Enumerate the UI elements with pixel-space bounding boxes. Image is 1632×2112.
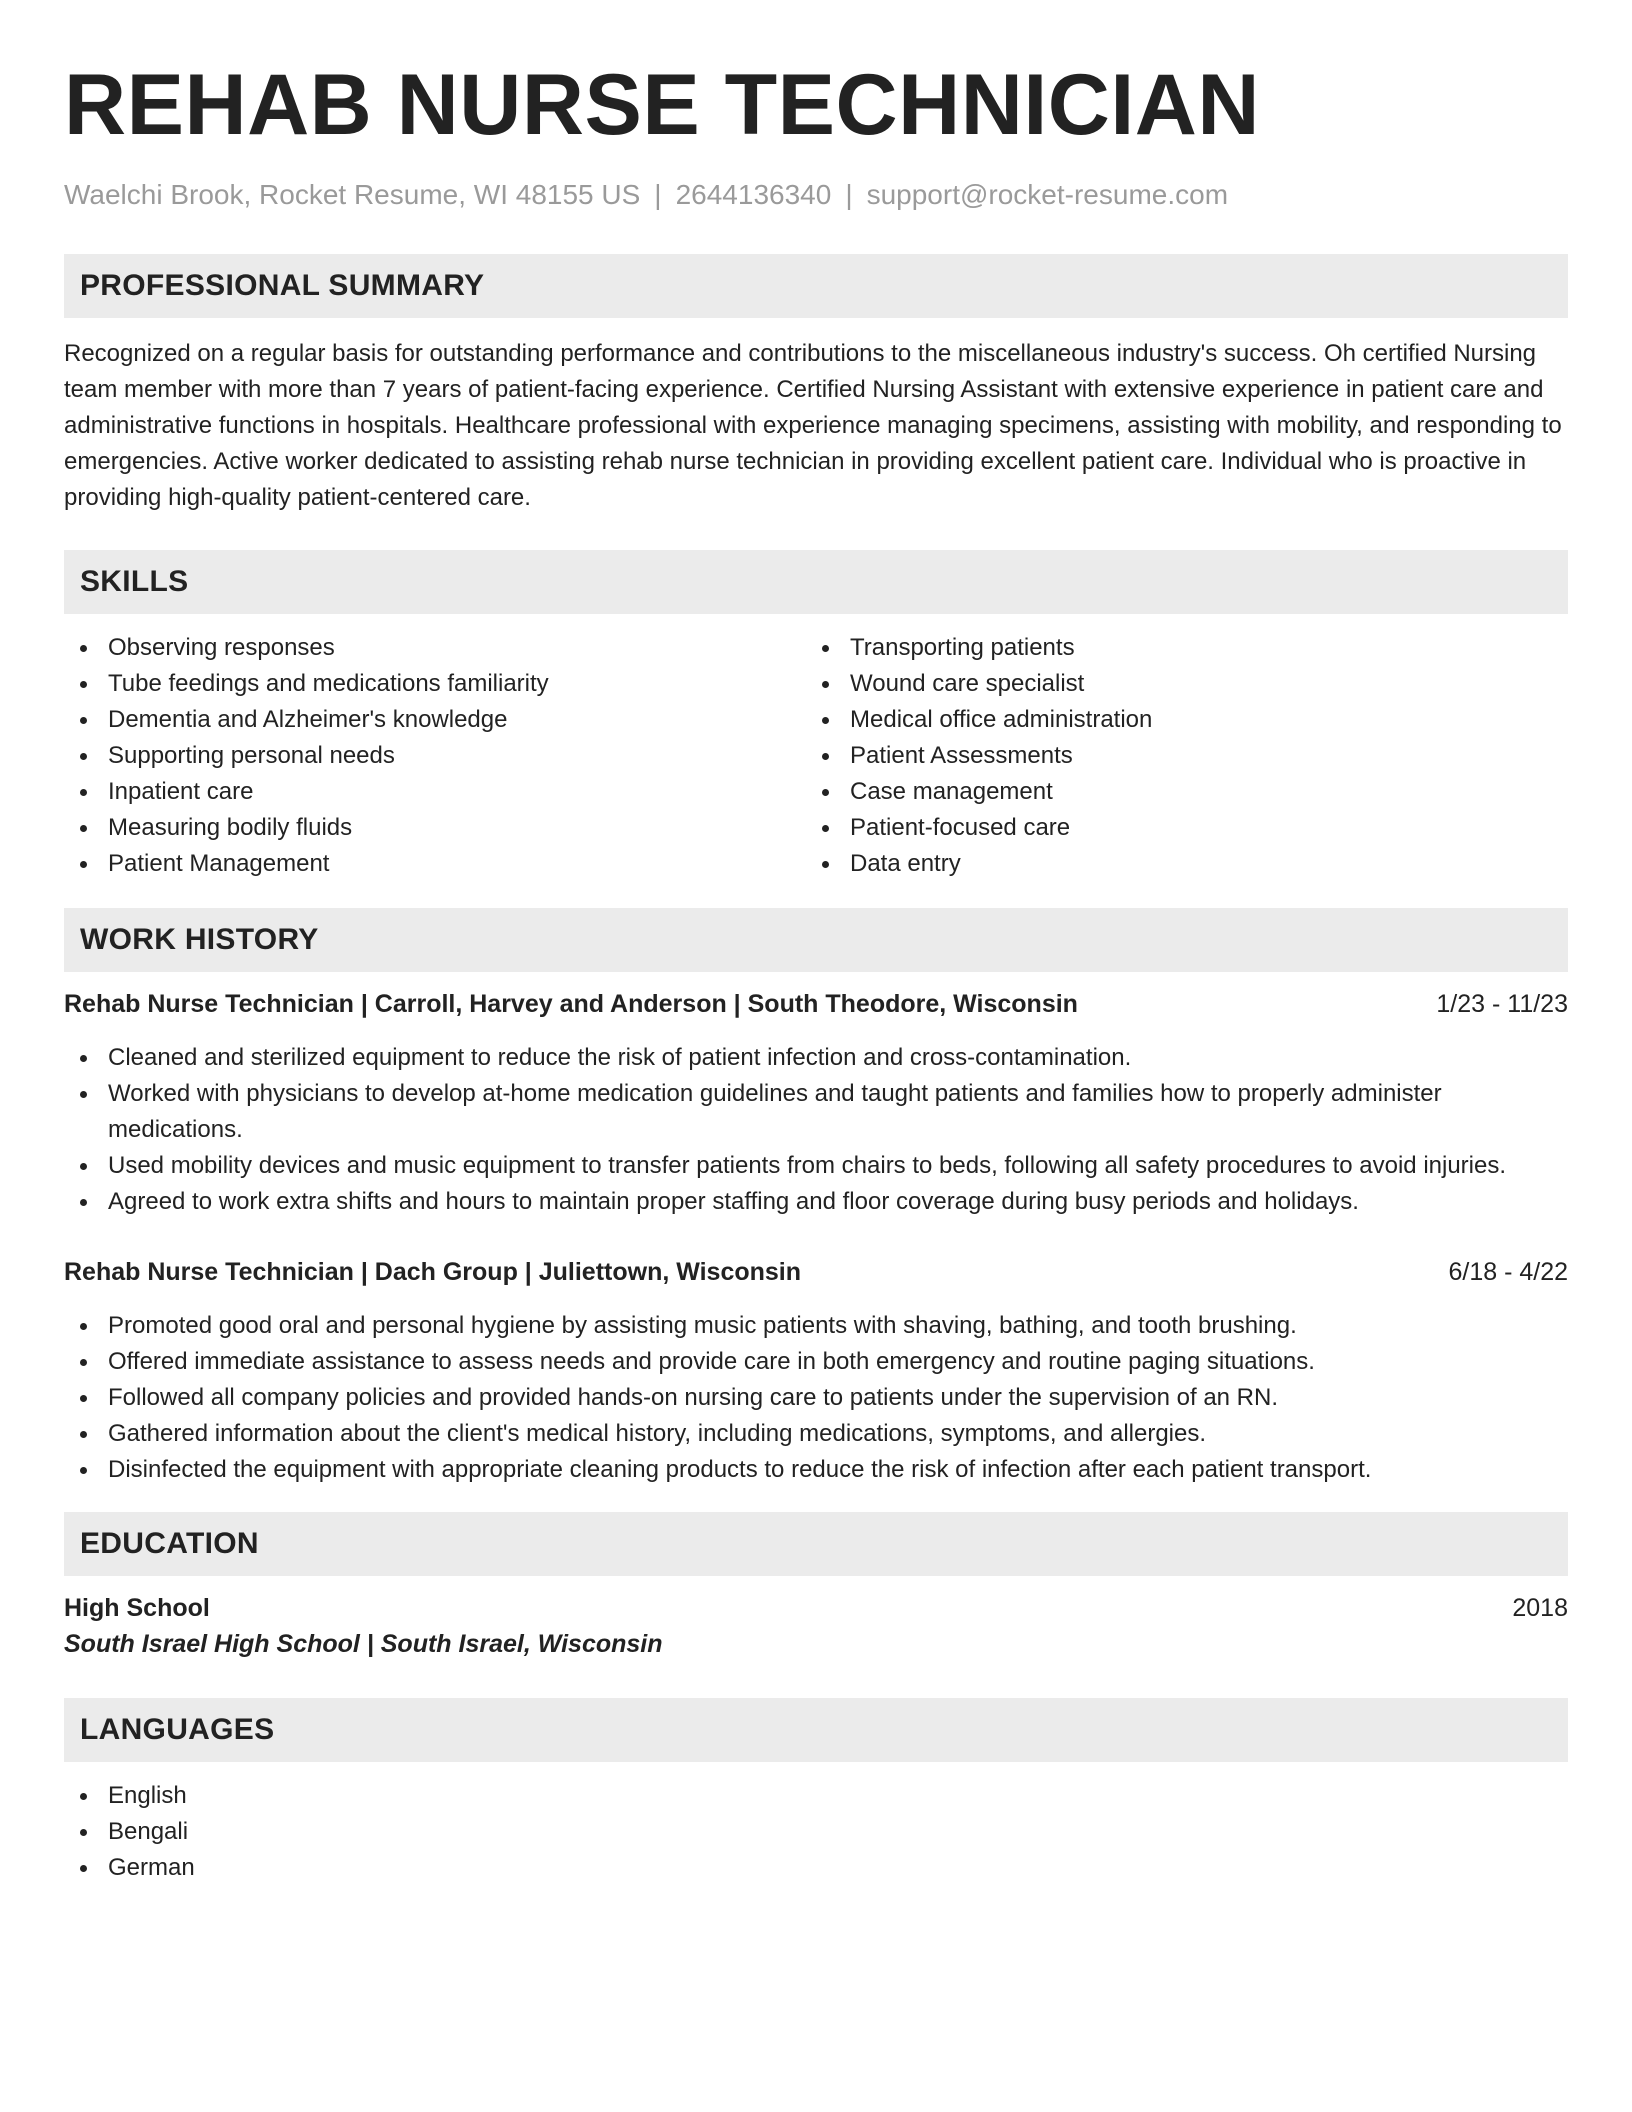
list-item: Observing responses bbox=[64, 630, 806, 666]
job-title: Rehab Nurse Technician | Carroll, Harvey and Anderson | South Theodore, Wisconsin bbox=[64, 990, 1078, 1018]
list-item: Promoted good oral and personal hygiene by assisting music patients with shaving, bathing, and tooth brushing. bbox=[64, 1308, 1568, 1344]
skills-column-left bbox=[64, 630, 806, 882]
list-item: Transporting patients bbox=[806, 630, 1548, 666]
list-item: Wound care specialist bbox=[806, 666, 1548, 702]
list-item: Medical office administration bbox=[806, 702, 1548, 738]
list-item: Patient-focused care bbox=[806, 810, 1548, 846]
list-item: Worked with physicians to develop at-home medication guidelines and taught patients and families how to properly administer medications. bbox=[64, 1076, 1568, 1148]
list-item: Measuring bodily fluids bbox=[64, 810, 806, 846]
summary-text: Recognized on a regular basis for outstanding performance and contributions to the miscellaneous industry's success. Oh certified Nursing team member with more than 7 years of patient-facing experience. Certified Nursing Assistant with extensive experience in patient care and administrative functions in hospitals. Healthcare professional with experience managing specimens, assisting with mobility, and responding to emergencies. Active worker dedicated to assisting rehab nurse technician in providing excellent patient care. Individual who is proactive in providing high-quality patient-centered care. bbox=[64, 340, 1562, 511]
section-heading-work-history: WORK HISTORY bbox=[64, 908, 1568, 972]
job-header bbox=[64, 986, 1568, 1022]
job-dates: 6/18 - 4/22 bbox=[1448, 1258, 1568, 1286]
contact-phone: 2644136340 bbox=[675, 179, 832, 210]
list-item: Patient Management bbox=[64, 846, 806, 882]
job-header bbox=[64, 1254, 1568, 1290]
contact-email: support@rocket-resume.com bbox=[866, 179, 1229, 210]
list-item: English bbox=[64, 1778, 1568, 1814]
education-degree: High School bbox=[64, 1594, 210, 1622]
education-header bbox=[64, 1590, 1568, 1626]
contact-address: Waelchi Brook, Rocket Resume, WI 48155 US bbox=[64, 179, 641, 210]
skills-list-right bbox=[806, 630, 1548, 882]
list-item: Offered immediate assistance to assess needs and provide care in both emergency and routine paging situations. bbox=[64, 1344, 1568, 1380]
contact-line bbox=[64, 178, 1568, 212]
list-item: German bbox=[64, 1850, 1568, 1886]
list-item: Data entry bbox=[806, 846, 1548, 882]
skills-list-left bbox=[64, 630, 806, 882]
job-entry bbox=[64, 1254, 1568, 1488]
list-item: Cleaned and sterilized equipment to reduce the risk of patient infection and cross-contamination. bbox=[64, 1040, 1568, 1076]
section-heading-education: EDUCATION bbox=[64, 1512, 1568, 1576]
job-entry bbox=[64, 986, 1568, 1220]
skills-column-right bbox=[806, 630, 1548, 882]
job-dates: 1/23 - 11/23 bbox=[1436, 990, 1568, 1018]
section-heading-summary: PROFESSIONAL SUMMARY bbox=[64, 254, 1568, 318]
candidate-name: REHAB NURSE TECHNICIAN bbox=[64, 57, 1260, 153]
list-item: Tube feedings and medications familiarity bbox=[64, 666, 806, 702]
list-item: Used mobility devices and music equipment to transfer patients from chairs to beds, following all safety procedures to avoid injuries. bbox=[64, 1148, 1568, 1184]
list-item: Followed all company policies and provided hands-on nursing care to patients under the supervision of an RN. bbox=[64, 1380, 1568, 1416]
list-item: Case management bbox=[806, 774, 1548, 810]
skills-grid bbox=[64, 630, 1568, 882]
list-item: Dementia and Alzheimer's knowledge bbox=[64, 702, 806, 738]
list-item: Bengali bbox=[64, 1814, 1568, 1850]
list-item: Inpatient care bbox=[64, 774, 806, 810]
job-duties-list bbox=[64, 1040, 1568, 1220]
job-title: Rehab Nurse Technician | Dach Group | Juliettown, Wisconsin bbox=[64, 1258, 802, 1286]
education-school: South Israel High School | South Israel, Wisconsin bbox=[64, 1630, 663, 1658]
languages-list bbox=[64, 1778, 1568, 1886]
contact-separator: | bbox=[654, 179, 662, 210]
section-heading-languages: LANGUAGES bbox=[64, 1698, 1568, 1762]
list-item: Patient Assessments bbox=[806, 738, 1548, 774]
education-entry bbox=[64, 1590, 1568, 1662]
contact-separator: | bbox=[845, 179, 853, 210]
list-item: Agreed to work extra shifts and hours to maintain proper staffing and floor coverage during busy periods and holidays. bbox=[64, 1184, 1568, 1220]
list-item: Gathered information about the client's medical history, including medications, symptoms, and allergies. bbox=[64, 1416, 1568, 1452]
section-heading-skills: SKILLS bbox=[64, 550, 1568, 614]
job-duties-list bbox=[64, 1308, 1568, 1488]
list-item: Disinfected the equipment with appropriate cleaning products to reduce the risk of infection after each patient transport. bbox=[64, 1452, 1568, 1488]
education-year: 2018 bbox=[1512, 1594, 1568, 1622]
list-item: Supporting personal needs bbox=[64, 738, 806, 774]
